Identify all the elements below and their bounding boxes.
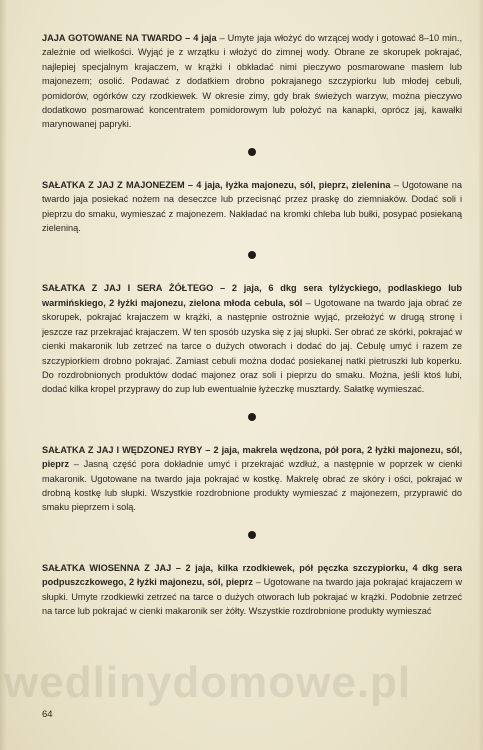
recipe-instructions: – Umyte jaja włożyć do wrzącej wody i gotować 8–10 min., zależnie od wielkości. Wyjąć je z wrzątku i włożyć do zimnej wody. Obrane ze skorupek pokrajać, najlepiej specjalnym krajaczem, w krążki i obkładać nimi pieczywo posmarowane masłem lub majonezem; osolić. Podawać z dodatkiem drobno pokrajanego szczypiorku lub młodej cebuli, pomidorów, ogórków czy rzodkiewek. W okresie zimy, gdy brak świeżych warzyw, można pieczywo dodatkowo posmarować koncentratem pomidorowym lub położyć na kanapki, oprócz jaj, kawałki marynowanej papryki. — [42, 33, 462, 130]
recipe-spring-egg-salad — [42, 561, 462, 619]
recipe-title: SAŁATKA Z JAJ I SERA ŻÓŁTEGO — [42, 283, 214, 294]
recipe-ingredients: – 2 jaja, 6 dkg sera tylżyckiego, podlaskiego lub warmińskiego, 2 łyżki majonezu, zielona młoda cebula, sól — [42, 283, 462, 308]
page-content — [42, 31, 462, 618]
recipe-egg-cheese-salad — [42, 281, 462, 396]
section-separator — [42, 144, 462, 162]
recipe-egg-salad-mayonnaise — [42, 178, 462, 236]
recipe-instructions: – Ugotowane na twardo jaja posiekać nożem na deseczce lub przecisnąć przez praskę do ziemniaków. Dodać soli i pieprzu do smaku, wymieszać z majonezem. Nakładać na kromki chleba lub bułki, posypać posiekaną zieleniną. — [42, 179, 463, 234]
recipe-ingredients: – 4 jaja — [182, 33, 217, 43]
bullet-dot-icon — [248, 148, 256, 156]
page-edge-shadow-right — [478, 0, 483, 750]
watermark: wedlinydomowe.pl — [4, 658, 412, 707]
section-separator — [42, 409, 462, 427]
recipe-title: SAŁATKA WIOSENNA Z JAJ — [42, 562, 172, 573]
recipe-ingredients: – 2 jaja, kilka rzodkiewek, pół pęczka szczypiorku, 4 dkg sera podpuszczkowego, 2 łyżki majonezu, sól, pieprz — [42, 562, 462, 588]
recipe-instructions: – Jasną część pora dokładnie umyć i przekrajać wzdłuż, a następnie w poprzek w cienki makaronik. Ugotowane na twardo jaja pokrajać w kostkę. Makrelę obrać ze skóry i ości, pokrajać w drobną kostkę lub słupki. Wszystkie rozdrobnione produkty wymieszać z majonezem, przyprawić do smaku pieprzem i solą. — [42, 459, 462, 513]
bullet-dot-icon — [248, 413, 256, 421]
recipe-egg-smoked-fish-salad — [42, 443, 462, 515]
section-separator — [42, 247, 462, 265]
section-separator — [42, 527, 462, 545]
bullet-dot-icon — [248, 531, 256, 539]
bullet-dot-icon — [248, 251, 256, 259]
recipe-ingredients: – 2 jaja, makrela wędzona, pół pora, 2 łyżki majonezu, sól, pieprz — [42, 444, 462, 470]
recipe-title: SAŁATKA Z JAJ I WĘDZONEJ RYBY — [42, 444, 203, 455]
recipe-hard-boiled-eggs — [42, 31, 462, 132]
page-number: 64 — [42, 709, 53, 720]
recipe-title: JAJA GOTOWANE NA TWARDO — [42, 33, 183, 43]
recipe-title: SAŁATKA Z JAJ Z MAJONEZEM — [42, 179, 185, 190]
recipe-instructions: – Ugotowane na twardo jaja obrać ze skorupek, pokrajać krajaczem w krążki, a następnie ostrożnie wyjąć, przełożyć w drugą stronę i jeszcze raz przekrajać krajaczem. W ten sposób uzyska się z jaj słupki. Ser obrać ze skórki, pokrajać w cienki makaronik lub zetrzeć na tarce o dużych otworach i dodać do jaj. Cebulę umyć i razem ze szczypiorkiem drobno pokrajać. Zamiast cebuli można dodać posiekanej natki pietruszki lub koperku. Do rozdrobnionych produktów dodać majonez oraz soli i pieprzu do smaku. Można, jeśli ktoś lubi, dodać kilka kropel przyprawy do zup lub ewentualnie łyżeczkę musztardy. Sałatkę wymieszać. — [42, 297, 462, 395]
recipe-instructions: – Ugotowane na twardo jaja pokrajać krajaczem w słupki. Umyte rzodkiewki zetrzeć na tarce o dużych otworach lub pokrajać w krążki. Podobnie zetrzeć na tarce lub pokrajać w cienki makaronik ser żółty. Wszystkie rozdrobnione produkty wymieszać — [42, 577, 462, 616]
recipe-ingredients: – 4 jaja, łyżka majonezu, sól, pieprz, zielenina — [184, 179, 391, 190]
page-edge-shadow-left — [0, 0, 7, 750]
